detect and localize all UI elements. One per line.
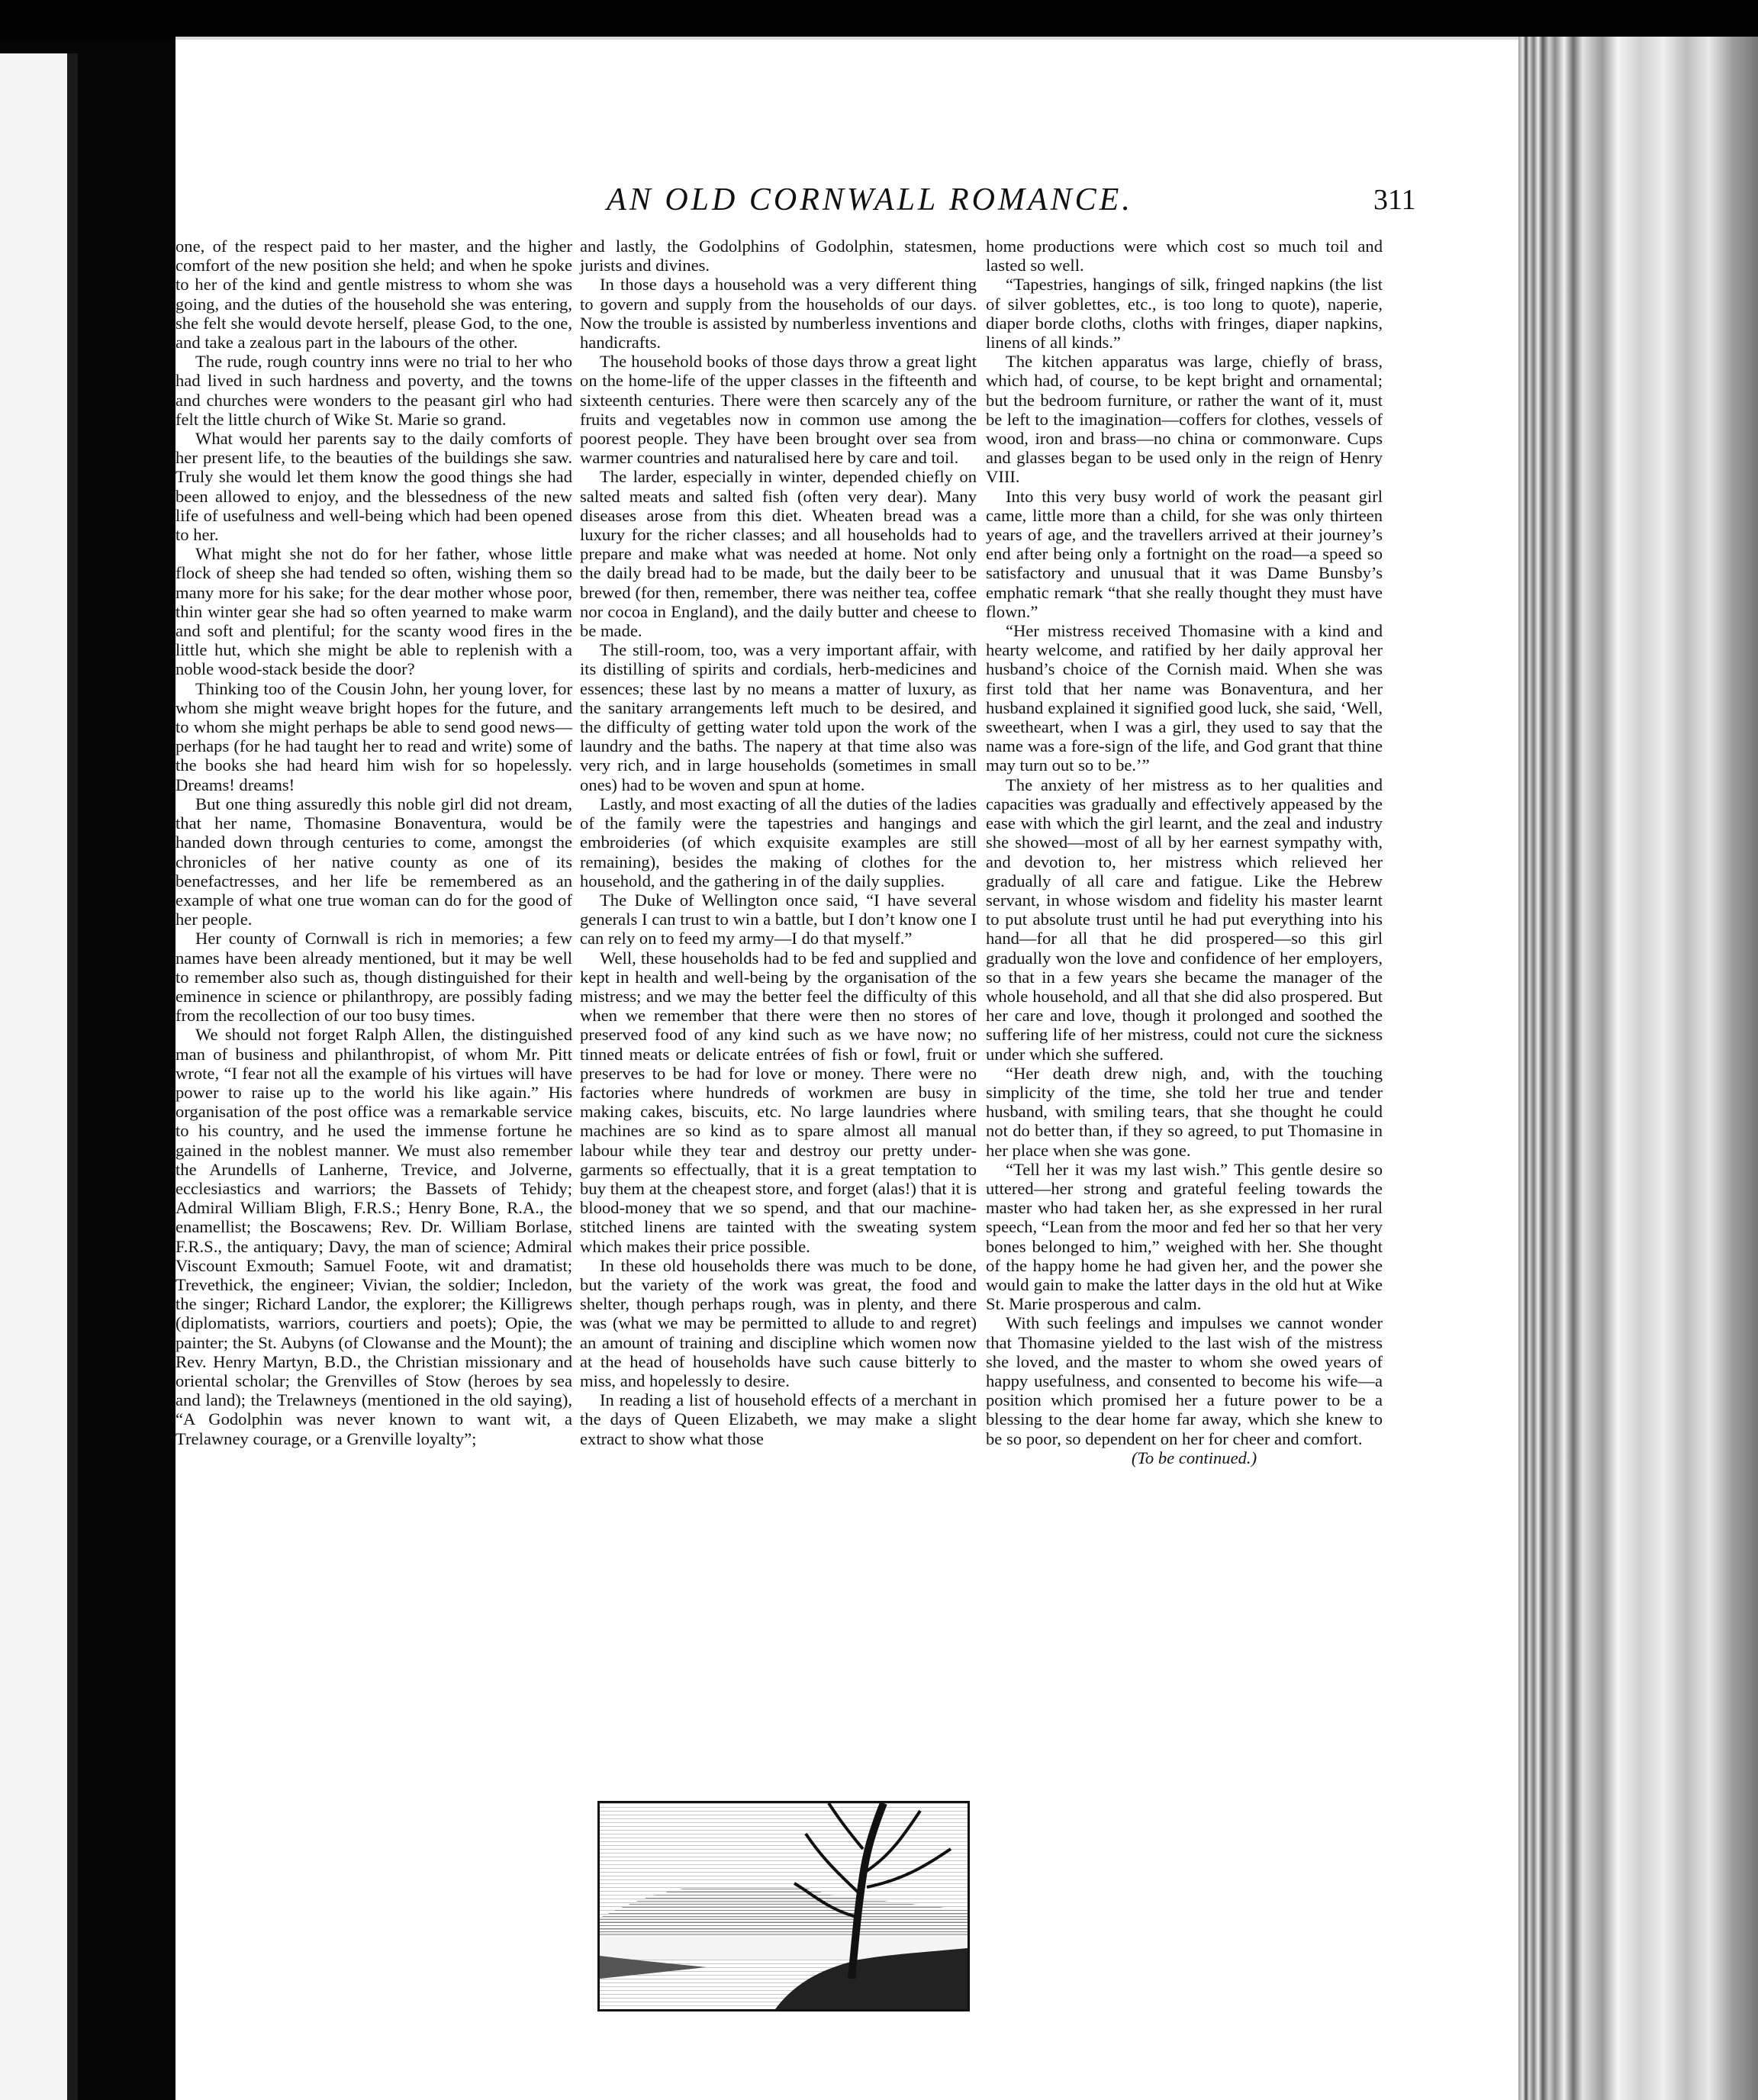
page-number: 311 — [1373, 184, 1416, 216]
paragraph: home productions were which cost so much toil and lasted so well. — [986, 237, 1383, 275]
paragraph: Thinking too of the Cousin John, her young lover, for whom she might weave bright hopes for the future, and to whom she might perhaps be able to send good news—perhaps (for he had taught her to read and write) some of the books she had heard him wish for so hopelessly. Dreams! dreams! — [175, 678, 572, 794]
paragraph: Well, these households had to be fed and supplied and kept in health and well-being by the organisation of the mistress; and we may the better feel the difficulty of this when we remember that there were then no stores of preserved food of any kind such as we have now; no tinned meats or delicate entrées of fish or fowl, fruit or preserves to be had for love or money. There were no factories where hundreds of workmen are busy in making cakes, biscuits, etc. No large laundries where machines are so kind as to spare almost all manual labour while they tear and destroy our pretty under-garments so effectually, that it is a great temptation to buy them at the cheapest store, and forget (alas!) that it is blood-money that we so spend, and that our machine-stitched linens are tainted with the sweating system which makes their price possible. — [580, 948, 977, 1256]
paragraph: In reading a list of household effects of a merchant in the days of Queen Elizabeth, we may make a slight extract to show what those — [580, 1390, 977, 1448]
paragraph: With such feelings and impulses we cannot wonder that Thomasine yielded to the last wish of the mistress she loved, and the master to whom she owed years of happy usefulness, and consented to become his wife—a position which promised her a future power to be a blessing to the dear home far away, which she knew to be so poor, so dependent on her for cheer and comfort. — [986, 1313, 1383, 1448]
text-column-3 — [986, 237, 1383, 1467]
paragraph: Lastly, and most exacting of all the duties of the ladies of the family were the tapestries and hangings and embroideries (of which exquisite examples are still remaining), besides the making of clothes for the household, and the gathering in of the daily supplies. — [580, 794, 977, 891]
paragraph: The larder, especially in winter, depended chiefly on salted meats and salted fish (often very dear). Many diseases arose from this diet. Wheaten bread was a luxury for the richer classes; and all households had to prepare and make what was needed at home. Not only the daily bread had to be made, but the daily beer to be brewed (for then, remember, there was neither tea, coffee nor cocoa in England), and the daily butter and cheese to be made. — [580, 467, 977, 641]
page-edges-stack — [1518, 37, 1758, 2100]
paragraph: The kitchen apparatus was large, chiefly of brass, which had, of course, to be kept bright and ornamental; but the bedroom furniture, or rather the want of it, must be left to the imagination—coffers for clothes, vessels of wood, iron and brass—no china or commonware. Cups and glasses began to be used only in the reign of Henry VIII. — [986, 352, 1383, 487]
paragraph: Her county of Cornwall is rich in memories; a few names have been already mentioned, but it may be well to remember also such as, though distinguished for their eminence in science or philanthropy, are possibly fading from the recollection of our too busy times. — [175, 929, 572, 1026]
text-column-1 — [175, 237, 572, 1448]
paragraph: one, of the respect paid to her master, and the higher comfort of the new position she held; and when he spoke to her of the kind and gentle mistress to whom she was going, and the duties of the household she was entering, she felt she would devote herself, please God, to the one, and take a zealous part in the labours of the other. — [175, 237, 572, 353]
book-gutter — [67, 53, 78, 2100]
paragraph: The rude, rough country inns were no trial to her who had lived in such hardness and poverty, and the towns and churches were wonders to the peasant girl who had felt the little church of Wike St. Marie so grand. — [175, 352, 572, 429]
paragraph: We should not forget Ralph Allen, the distinguished man of business and philanthropist, of whom Mr. Pitt wrote, “I fear not all the example of his virtues will have power to raise up to the world his like again.” His organisation of the post office was a remarkable service to his country, and he used the immense fortune he gained in the noblest manner. We must also remember the Arundells of Lanherne, Trevice, and Jolverne, ecclesiastics and warriors; the Bassets of Tehidy; Admiral William Bligh, F.R.S.; Henry Bone, R.A., the enamellist; the Boscawens; Rev. Dr. William Borlase, F.R.S., the antiquary; Davy, the man of science; Admiral Viscount Exmouth; Samuel Foote, wit and dramatist; Trevethick, the engineer; Vivian, the soldier; Incledon, the singer; Richard Landor, the explorer; the Killigrews (diplomatists, warriors, courtiers and poets); Opie, the painter; the St. Aubyns (of Clowanse and the Mount); the Rev. Henry Martyn, B.D., the Christian missionary and oriental scholar; the Grenvilles of Stow (heroes by sea and land); the Trelawneys (mentioned in the old saying), “A Godolphin was never known to want wit, a Trelawney courage, or a Grenville loyalty”; — [175, 1025, 572, 1448]
engraving-image — [600, 1803, 968, 2009]
paragraph: In these old households there was much to be done, but the variety of the work was great, the food and shelter, though perhaps rough, was in plenty, and there was (what we may be permitted to allude to and regret) an amount of training and discipline which women now at the head of households have such cause bitterly to miss, and hopelessly to desire. — [580, 1255, 977, 1390]
running-title: AN OLD CORNWALL ROMANCE. — [607, 182, 1133, 217]
paragraph: Into this very busy world of work the peasant girl came, little more than a child, for she was only thirteen years of age, and the travellers arrived at their journey’s end after being only a fortnight on the road—a speed so satisfactory and unusual that it was Dame Bunsby’s emphatic remark “that she really thought they must have flown.” — [986, 486, 1383, 621]
text-column-2 — [580, 237, 977, 1448]
previous-page-edge — [0, 53, 67, 2100]
paragraph: The household books of those days throw a great light on the home-life of the upper classes in the fifteenth and sixteenth centuries. There were then scarcely any of the fruits and vegetables now in common use among the poorest people. They have been brought over sea from warmer countries and naturalised here by care and toil. — [580, 352, 977, 468]
to-be-continued: (To be continued.) — [1131, 1448, 1257, 1467]
paragraph: The anxiety of her mistress as to her qualities and capacities was gradually and effectively appeased by the ease with which the girl learnt, and the zeal and industry she showed—most of all by her earnest sympathy with, and devotion to, her mistress which relieved her gradually of all care and fatigue. Like the Hebrew servant, in whose wisdom and fidelity his master learnt to put absolute trust until he had put everything into his hand—for all that he did prospered—so this girl gradually won the love and confidence of her employers, so that in a few years she became the manager of the whole household, and all that she did also prospered. But her care and love, though it prolonged and soothed the suffering life of her mistress, could not cure the sickness under which she suffered. — [986, 775, 1383, 1064]
paragraph: The still-room, too, was a very important affair, with its distilling of spirits and cordials, herb-medicines and essences; these last by no means a matter of luxury, as the sanitary arrangements left much to be desired, and the difficulty of getting water told upon the work of the laundry and the baths. The napery at that time also was very rich, and in large households (sometimes in small ones) had to be woven and spun at home. — [580, 640, 977, 794]
paragraph: The Duke of Wellington once said, “I have several generals I can trust to win a battle, but I don’t know one I can rely on to feed my army—I do that myself.” — [580, 890, 977, 949]
paragraph: In those days a household was a very different thing to govern and supply from the households of our days. Now the trouble is assisted by numberless inventions and handicrafts. — [580, 275, 977, 353]
paragraph: “Tapestries, hangings of silk, fringed napkins (the list of silver goblettes, etc., is too long to quote), naperie, diaper borde cloths, cloths with fringes, diaper napkins, linens of all kinds.” — [986, 275, 1383, 353]
paragraph: “Tell her it was my last wish.” This gentle desire so uttered—her strong and grateful feeling towards the master who had taken her, as she expressed in her rural speech, “Lean from the moor and fed her so that her very bones belonged to him,” weighed with her. She thought of the happy home he had given her, and the power she would gain to make the latter days in the old hut at Wike St. Marie prosperous and calm. — [986, 1159, 1383, 1314]
paragraph: “Her mistress received Thomasine with a kind and hearty welcome, and ratified by her daily approval her husband’s choice of the Cornish maid. When she was first told that her name was Bonaventura, and her husband explained it signified good luck, she said, ‘Well, sweetheart, when I was a girl, they used to say that the name was a fore-sign of the life, and God grant that thine may turn out so to be.’” — [986, 621, 1383, 775]
page-header — [175, 182, 1518, 227]
landscape-engraving — [597, 1801, 970, 2011]
book-page — [175, 37, 1518, 2100]
scan-top-border — [0, 0, 1758, 40]
paragraph: “Her death drew nigh, and, with the touching simplicity of the time, she told her true and tender husband, with smiling tears, that she thought he could not do better than, if they so agreed, to put Thomasine in her place when she was gone. — [986, 1063, 1383, 1160]
paragraph: What would her parents say to the daily comforts of her present life, to the beauties of the buildings she saw. Truly she would let them know the good things she had been allowed to enjoy, and the blessedness of the new life of usefulness and well-being which had been opened to her. — [175, 429, 572, 545]
paragraph: But one thing assuredly this noble girl did not dream, that her name, Thomasine Bonaventura, would be handed down through centuries to come, amongst the chronicles of her native county as one of its benefactresses, and her life be remembered as an example of what one true woman can do for the good of her people. — [175, 794, 572, 929]
paragraph: and lastly, the Godolphins of Godolphin, statesmen, jurists and divines. — [580, 237, 977, 275]
paragraph: What might she not do for her father, whose little flock of sheep she had tended so often, wishing them so many more for his sake; for the dear mother whose poor, thin winter gear she had so often yearned to make warm and soft and plentiful; for the scanty wood fires in the little hut, which she might be able to replenish with a noble wood-stack beside the door? — [175, 544, 572, 679]
